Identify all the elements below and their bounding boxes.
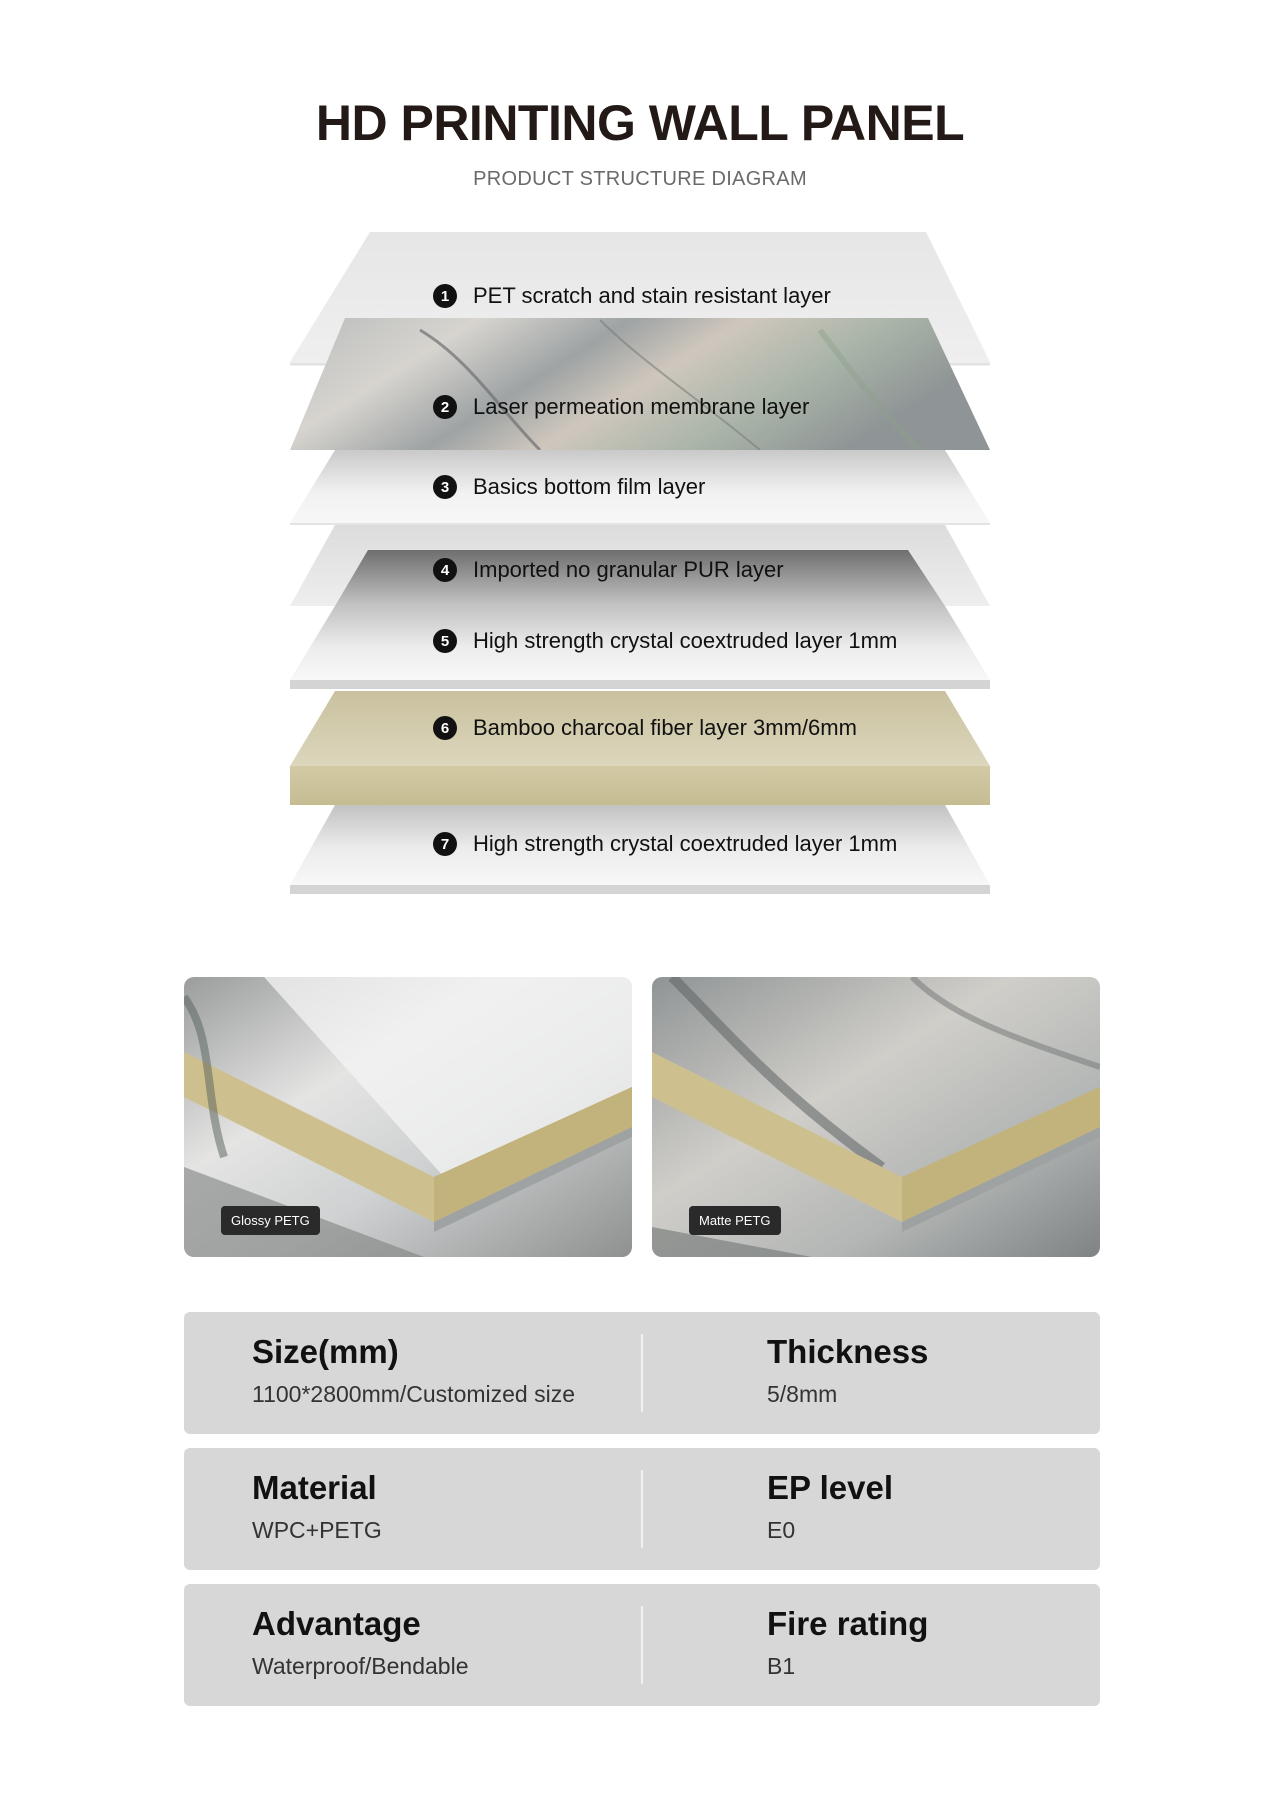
spec-cell-thickness — [767, 1332, 928, 1410]
layer-number-badge: 6 — [433, 716, 457, 740]
layer-number-badge: 1 — [433, 284, 457, 308]
layer-number-badge: 3 — [433, 475, 457, 499]
layer-label-3 — [433, 473, 705, 501]
spec-value: 1100*2800mm/Customized size — [252, 1381, 576, 1407]
spec-label: Thickness — [767, 1333, 929, 1370]
layer-label-7 — [433, 830, 897, 858]
layer-label-5 — [433, 627, 897, 655]
glossy-sample-photo — [184, 977, 632, 1257]
layer-name: High strength crystal coextruded layer 1mm — [473, 628, 898, 653]
page-subtitle: PRODUCT STRUCTURE DIAGRAM — [473, 168, 807, 190]
layer-number-badge: 2 — [433, 395, 457, 419]
spec-value: Waterproof/Bendable — [252, 1653, 469, 1679]
matte-sample-photo — [652, 977, 1100, 1257]
layer-name: Imported no granular PUR layer — [473, 557, 784, 582]
matte-sample-tag: Matte PETG — [689, 1206, 781, 1235]
layer-2-shape — [290, 318, 990, 450]
page-title: HD PRINTING WALL PANEL — [315, 95, 965, 151]
spec-row-advantage-fire — [184, 1584, 1100, 1706]
layer-name: High strength crystal coextruded layer 1mm — [473, 831, 898, 856]
spec-value: 5/8mm — [767, 1381, 838, 1407]
layer-7-edge — [290, 885, 990, 894]
layer-label-4 — [433, 556, 784, 584]
layer-number-badge: 4 — [433, 558, 457, 582]
spec-value: B1 — [767, 1653, 796, 1679]
spec-row-size-thickness — [184, 1312, 1100, 1434]
layer-number-badge: 7 — [433, 832, 457, 856]
spec-divider — [641, 1334, 643, 1412]
layer-label-6 — [433, 714, 857, 742]
spec-divider — [641, 1470, 643, 1548]
spec-cell-material — [252, 1468, 382, 1546]
spec-value: E0 — [767, 1517, 796, 1543]
spec-label: Size(mm) — [252, 1333, 399, 1370]
layer-name: Basics bottom film layer — [473, 474, 706, 499]
spec-divider — [641, 1606, 643, 1684]
glossy-sample-tag: Glossy PETG — [221, 1206, 320, 1235]
layer-name: Laser permeation membrane layer — [473, 394, 810, 419]
spec-row-material-ep — [184, 1448, 1100, 1570]
spec-cell-ep-level — [767, 1468, 893, 1546]
layer-label-2 — [433, 393, 809, 421]
layer-label-1 — [433, 282, 831, 310]
layer-5-edge — [290, 680, 990, 689]
spec-label: EP level — [767, 1469, 893, 1506]
spec-cell-fire-rating — [767, 1604, 928, 1682]
spec-cell-advantage — [252, 1604, 469, 1682]
layer-number-badge: 5 — [433, 629, 457, 653]
layer-name: PET scratch and stain resistant layer — [473, 283, 831, 308]
layer-name: Bamboo charcoal fiber layer 3mm/6mm — [473, 715, 857, 740]
layer-6-edge — [290, 766, 990, 805]
spec-label: Advantage — [252, 1605, 421, 1642]
spec-value: WPC+PETG — [252, 1517, 382, 1543]
spec-cell-size — [252, 1332, 575, 1410]
spec-label: Fire rating — [767, 1605, 929, 1642]
spec-label: Material — [252, 1469, 377, 1506]
